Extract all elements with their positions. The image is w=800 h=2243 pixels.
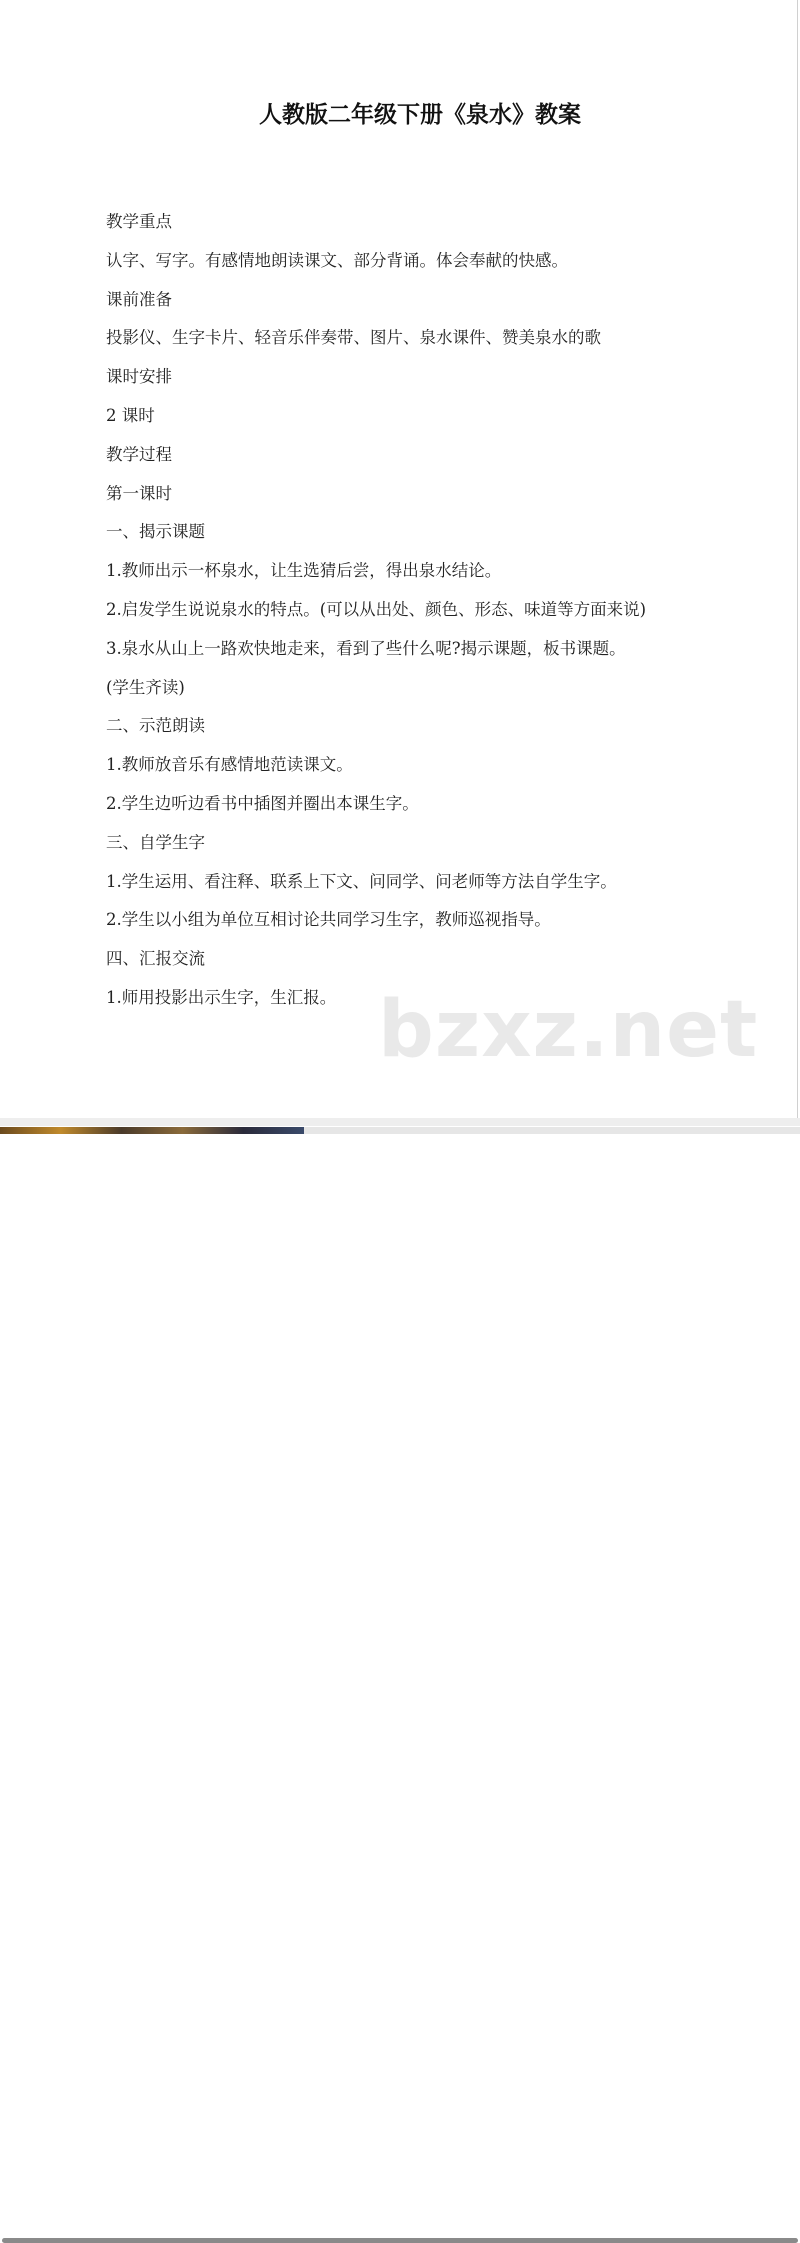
paragraph-line: 教学重点 [106, 212, 172, 231]
paragraph-line: 3.泉水从山上一路欢快地走来，看到了些什么呢?揭示课题，板书课题。 [106, 638, 626, 658]
document-page [0, 0, 798, 1118]
paragraph-line: 2.学生以小组为单位互相讨论共同学习生字，教师巡视指导。 [106, 910, 551, 930]
paragraph-line: 四、汇报交流 [106, 949, 205, 969]
paragraph-line: 课时安排 [106, 367, 172, 387]
paragraph-line: 1.教师放音乐有感情地范读课文。 [106, 755, 353, 775]
paragraph-line: 二、示范朗读 [106, 716, 205, 736]
paragraph-line: 认字、写字。有感情地朗读课文、部分背诵。体会奉献的快感。 [106, 250, 568, 270]
paragraph-line: 1.师用投影出示生字，生汇报。 [106, 987, 337, 1007]
paragraph-line: 教学过程 [106, 444, 172, 464]
paragraph-line: 2.启发学生说说泉水的特点。(可以从出处、颜色、形态、味道等方面来说) [106, 599, 647, 619]
horizontal-scrollbar[interactable] [0, 1118, 800, 1126]
paragraph-line: 课前准备 [106, 289, 172, 309]
document-title: 人教版二年级下册《泉水》教案 [259, 102, 581, 128]
paragraph-line: 1.学生运用、看注释、联系上下文、问同学、问老师等方法自学生字。 [106, 871, 617, 891]
paragraph-line: 投影仪、生字卡片、轻音乐伴奏带、图片、泉水课件、赞美泉水的歌 [106, 328, 601, 348]
document-body [106, 210, 646, 1025]
paragraph-line: 一、揭示课题 [106, 522, 205, 542]
paragraph-line: 1.教师出示一杯泉水，让生选猜后尝，得出泉水结论。 [106, 561, 502, 581]
watermark: bzxz.net [378, 985, 759, 1075]
paragraph-line: 2 课时 [106, 405, 155, 425]
scrollbar-thumb[interactable] [2, 2238, 798, 2243]
taskbar [0, 1127, 800, 1134]
paragraph-line: 三、自学生字 [106, 832, 205, 852]
thumbnail-strip [0, 1127, 304, 1134]
paragraph-line: 2.学生边听边看书中插图并圈出本课生字。 [106, 793, 419, 813]
paragraph-line: 第一课时 [106, 483, 172, 503]
paragraph-line: (学生齐读) [106, 677, 185, 697]
